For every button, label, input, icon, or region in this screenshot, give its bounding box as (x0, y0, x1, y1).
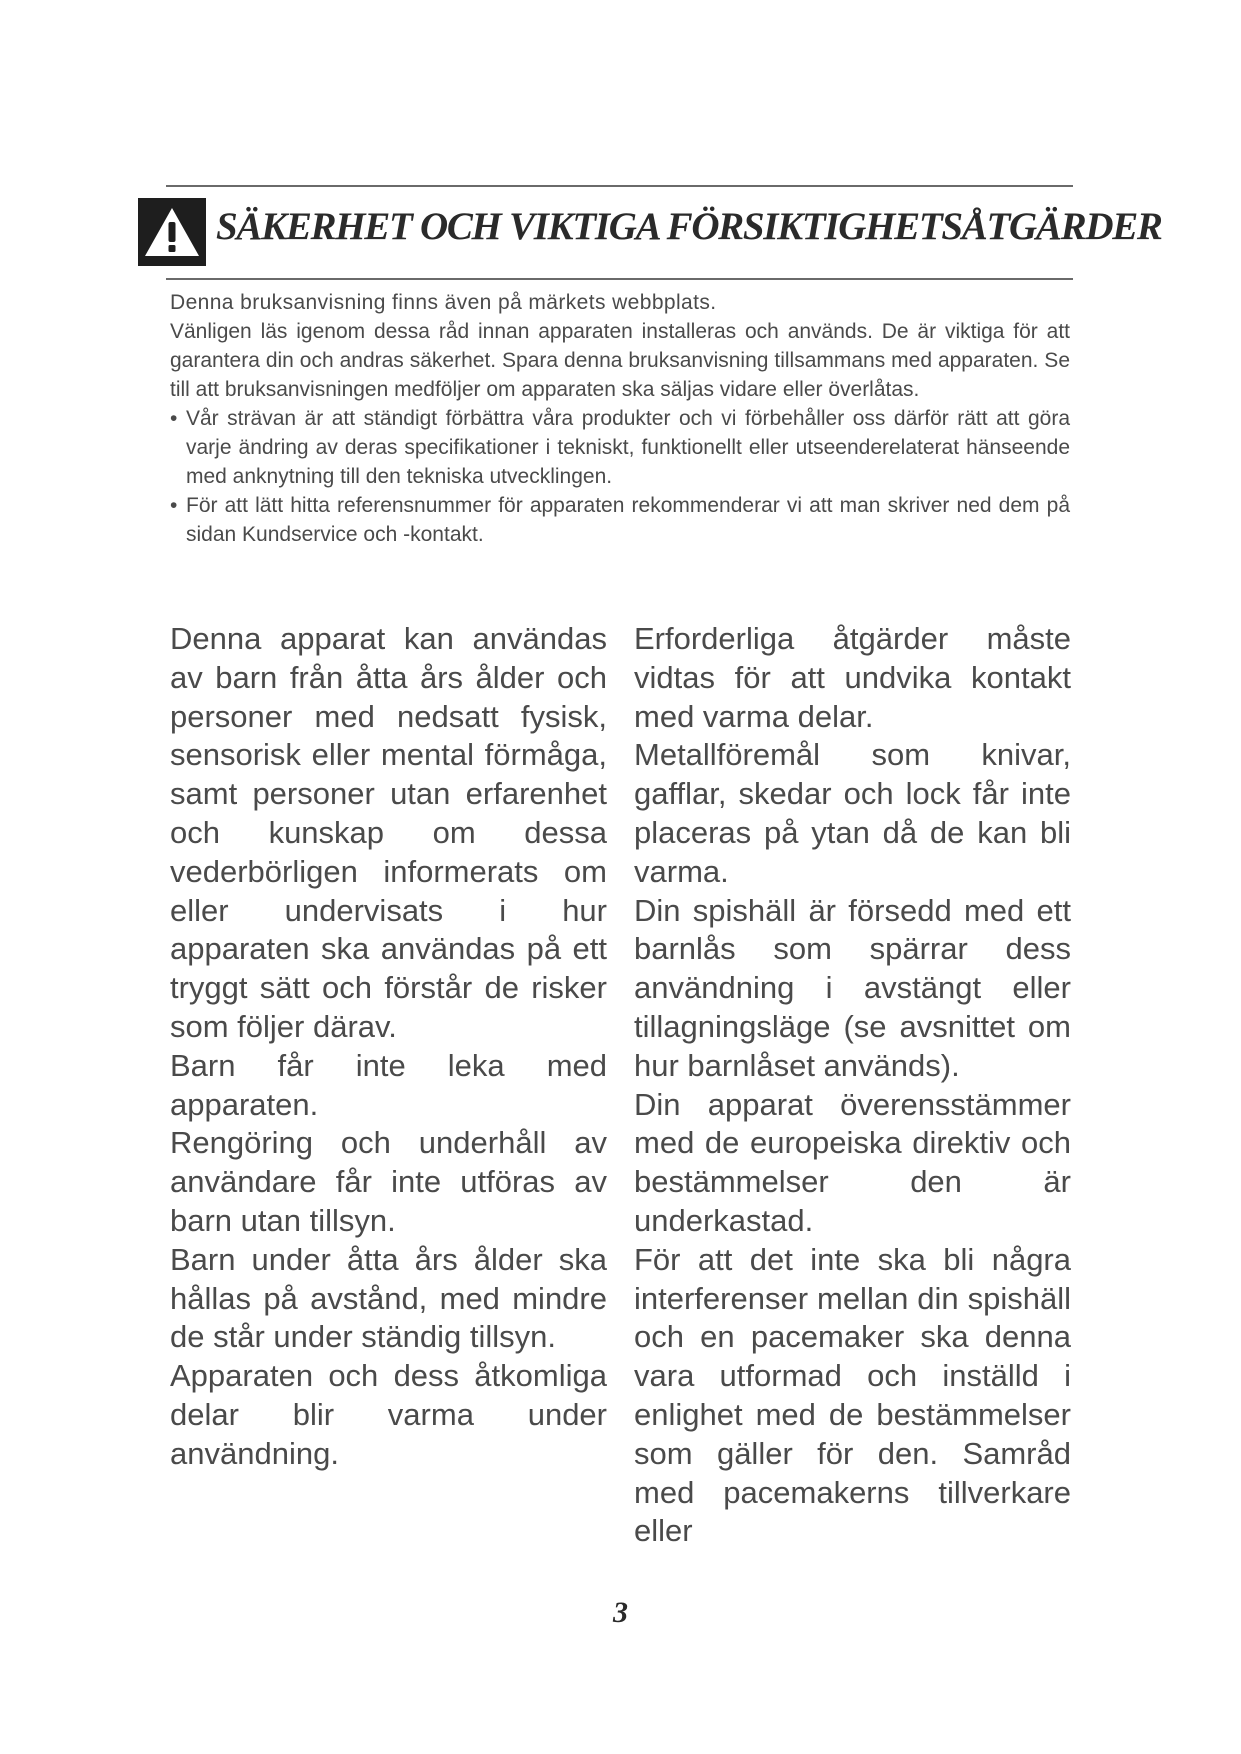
right-column (634, 620, 1071, 1551)
bullet-text: För att lätt hitta referensnummer för apparaten rekommenderar vi att man skriver ned dem på sidan Kundservice och -kontakt. (186, 494, 1070, 546)
header-rule-top (166, 185, 1073, 187)
warning-triangle-icon (143, 205, 201, 259)
bullet-dot: • (170, 494, 178, 517)
left-paragraph: Barn får inte leka med apparaten. (170, 1047, 607, 1122)
intro-bullet (170, 491, 1070, 549)
intro-bullet (170, 404, 1070, 491)
left-paragraph: Denna apparat kan användas av barn från åtta års ålder och personer med nedsatt fysisk, sensorisk eller mental förmåga, samt personer utan erfarenhet och kunskap om dessa vederbörligen informerats om eller undervisats i hur apparaten ska användas på ett tryggt sätt och förstår de risker som följer därav. (170, 621, 607, 1044)
right-paragraph: Din apparat överensstämmer med de europeiska direktiv och bestämmelser den är underkastad. (634, 1086, 1071, 1238)
right-paragraph: Erforderliga åtgärder måste vidtas för att undvika kontakt med varma delar. (634, 621, 1071, 734)
right-paragraph: För att det inte ska bli några interferenser mellan din spishäll och en pacemaker ska denna vara utformad och inställd i enlighet med de bestämmelser som gäller för den. Samråd med pacemakerns tillverkare eller (634, 1241, 1071, 1549)
bullet-dot: • (170, 407, 178, 430)
page-title: SÄKERHET OCH VIKTIGA FÖRSIKTIGHETSÅTGÄRDER (216, 205, 1162, 248)
left-paragraph: Apparaten och dess åtkomliga delar blir varma under användning. (170, 1358, 607, 1471)
bullet-text: Vår strävan är att ständigt förbättra våra produkter och vi förbehåller oss därför rätt att göra varje ändring av deras specifikationer i tekniskt, funktionellt eller utseenderelaterat hänseende med anknytning till den tekniska utvecklingen. (186, 407, 1070, 488)
intro-section (170, 288, 1070, 549)
left-paragraph: Barn under åtta års ålder ska hållas på avstånd, med mindre de står under ständig tillsyn. (170, 1241, 607, 1355)
header-rule-bottom (166, 278, 1073, 280)
left-paragraph: Rengöring och underhåll av användare får inte utföras av barn utan tillsyn. (170, 1125, 607, 1238)
warning-box (138, 198, 206, 266)
intro-paragraph: Vänligen läs igenom dessa råd innan apparaten installeras och används. De är viktiga för att garantera din och andras säkerhet. Spara denna bruksanvisning tillsammans med apparaten. Se till att bruksanvisningen medföljer om apparaten ska säljas vidare eller överlåtas. (170, 320, 1070, 401)
right-paragraph: Din spishäll är försedd med ett barnlås som spärrar dess användning i avstängt eller tillagningsläge (se avsnittet om hur barnlåset används). (634, 892, 1071, 1083)
intro-line: Denna bruksanvisning finns även på märkets webbplats. (170, 291, 717, 314)
left-column (170, 620, 607, 1474)
page-number: 3 (613, 1596, 628, 1629)
right-paragraph: Metallföremål som knivar, gafflar, skedar och lock får inte placeras på ytan då de kan bli varma. (634, 737, 1071, 889)
